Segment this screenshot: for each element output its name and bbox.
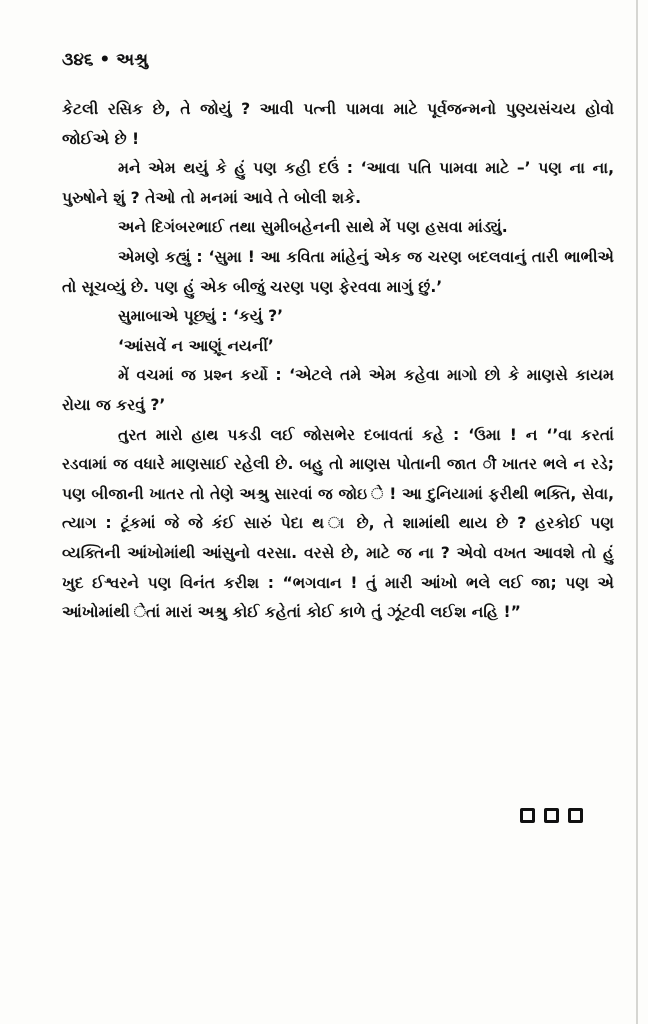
book-title: અશ્રુ [116,50,149,70]
paragraph: કેટલી રસિક છે, તે જોયું ? આવી પત્ની પામવા માટે પૂર્વજન્મનો પુણ્યસંચય હોવો જોઈએ છે ! [62,100,614,148]
end-mark-box [568,808,583,823]
header-separator: • [99,50,111,70]
section-end-marks [520,808,583,823]
poem-line: ‘આંસવેં ન આણૂં નયનીં’ [118,336,274,355]
page-number: ૩૪૬ [62,50,94,70]
paragraph: મેં વચમાં જ પ્રશ્ન કર્યો : ‘એટલે તમે એમ કહેવા માગો છો કે માણસે કાયમ રોયા જ કરવું ?’ [62,366,614,414]
paragraph: એમણે કહ્યું : ‘સુમા ! આ કવિતા માંહેનું એક જ ચરણ બદલવાનું તારી ભાભીએ તો સૂચવ્યું છે. પણ હું એક બીજું ચરણ પણ ફેરવવા માગું છું.’ [62,247,614,296]
end-mark-box [544,808,559,823]
page-edge-shadow [636,0,638,1024]
paragraph: તુરત મારો હાથ પકડી લઈ જોસભેર દબાવતાં કહે : ‘ઉમા ! ન ‘’વા કરતાં રડવામાં જ વધારે માણસાઈ રહેલી છે. બહુ તો માણસ પોતાની જાત ी ખાતર ભલે ન રડે; પણ બીજાની ખાતર તો તેણે અશ્રુ સારવાં જ જોઇ ે ! આ દુનિયામાં ફરીથી ભક્તિ, સેવા, ત્યાગ : ટૂંકમાં જે જે કંઈ સારું પેદા થ ા છે, તે શામાંથી થાય છે ? હરકોઈ પણ વ્યક્તિની આંખોમાંથી આંસુનો વરસા. વરસે છે, માટે જ ના ? એવો વખત આવશે તો હું ખુદ ઈશ્વરને પણ વિનંત કરીશ : “ભગવાન ! તું મારી આંખો ભલે લઈ જા; પણ એ આંખોમાંથી ેતાં મારાં અશ્રુ કોઈ કહેતાં કોઈ કાળે તું ઝૂંટવી લઈશ નહિ !” [62,425,614,622]
paragraph: અને દિગંબરભાઈ તથા સુમીબહેનની સાથે મેં પણ હસવા માંડ્યું. [118,218,508,237]
body-text [62,95,614,628]
running-header [62,50,148,70]
end-mark-box [520,808,535,823]
paragraph: સુમાબાએ પૂછ્યું : ‘કયું ?’ [118,307,284,326]
paragraph: મને એમ થયું કે હું પણ કહી દઉં : ‘આવા પતિ પામવા માટે –’ પણ ના ના, પુરુષોને શું ? તેઓ તો મનમાં આવે તે બોલી શકે. [62,159,614,207]
